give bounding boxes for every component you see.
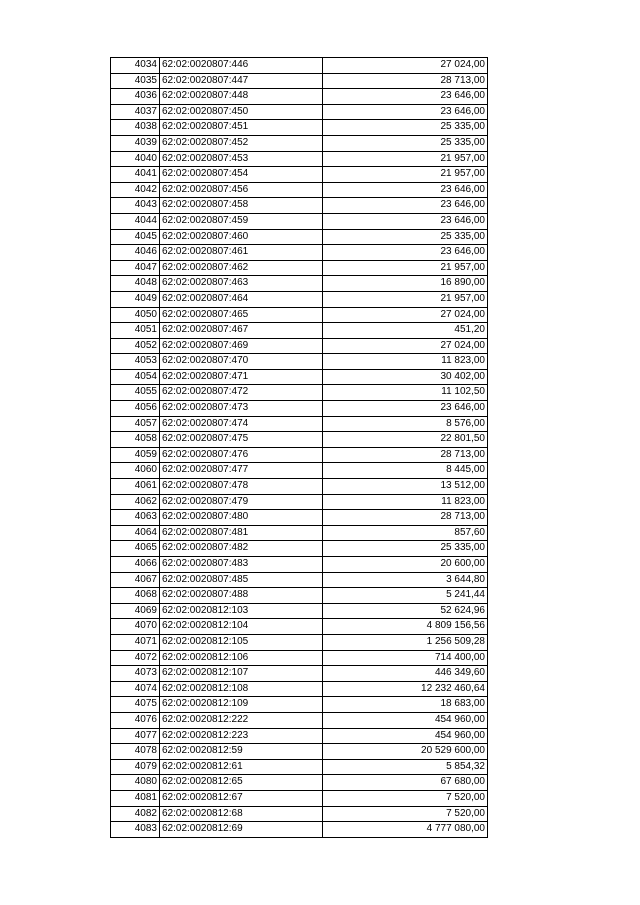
cadastral-number-cell: 62:02:0020812:59 <box>160 744 323 760</box>
cadastral-value-cell: 3 644,80 <box>323 572 488 588</box>
cadastral-number-cell: 62:02:0020812:105 <box>160 634 323 650</box>
cadastral-value-cell: 22 801,50 <box>323 432 488 448</box>
table-row <box>111 557 488 573</box>
row-number-cell: 4044 <box>111 213 160 229</box>
cadastral-number-cell: 62:02:0020807:464 <box>160 291 323 307</box>
cadastral-number-cell: 62:02:0020812:65 <box>160 775 323 791</box>
row-number-cell: 4041 <box>111 167 160 183</box>
row-number-cell: 4059 <box>111 447 160 463</box>
cadastral-value-cell: 21 957,00 <box>323 291 488 307</box>
table-row <box>111 775 488 791</box>
cadastral-value-cell: 4 777 080,00 <box>323 822 488 838</box>
row-number-cell: 4043 <box>111 198 160 214</box>
cadastral-value-cell: 11 102,50 <box>323 385 488 401</box>
row-number-cell: 4082 <box>111 806 160 822</box>
cadastral-number-cell: 62:02:0020807:476 <box>160 447 323 463</box>
table-row <box>111 58 488 74</box>
table-row <box>111 790 488 806</box>
cadastral-number-cell: 62:02:0020807:451 <box>160 120 323 136</box>
cadastral-value-cell: 7 520,00 <box>323 806 488 822</box>
cadastral-number-cell: 62:02:0020812:222 <box>160 712 323 728</box>
cadastral-value-cell: 16 890,00 <box>323 276 488 292</box>
table-row <box>111 806 488 822</box>
table-row <box>111 666 488 682</box>
row-number-cell: 4070 <box>111 619 160 635</box>
table-row <box>111 385 488 401</box>
table-row <box>111 151 488 167</box>
table-row <box>111 213 488 229</box>
cadastral-number-cell: 62:02:0020807:463 <box>160 276 323 292</box>
table-row <box>111 73 488 89</box>
table-row <box>111 369 488 385</box>
cadastral-number-cell: 62:02:0020807:470 <box>160 354 323 370</box>
cadastral-number-cell: 62:02:0020812:67 <box>160 790 323 806</box>
cadastral-value-cell: 451,20 <box>323 323 488 339</box>
row-number-cell: 4077 <box>111 728 160 744</box>
cadastral-number-cell: 62:02:0020807:469 <box>160 338 323 354</box>
row-number-cell: 4065 <box>111 541 160 557</box>
table-row <box>111 822 488 838</box>
table-row <box>111 494 488 510</box>
row-number-cell: 4050 <box>111 307 160 323</box>
table-row <box>111 120 488 136</box>
cadastral-value-cell: 446 349,60 <box>323 666 488 682</box>
table-row <box>111 401 488 417</box>
cadastral-value-cell: 27 024,00 <box>323 307 488 323</box>
cadastral-value-cell: 20 600,00 <box>323 557 488 573</box>
cadastral-number-cell: 62:02:0020807:460 <box>160 229 323 245</box>
cadastral-number-cell: 62:02:0020812:107 <box>160 666 323 682</box>
table-row <box>111 541 488 557</box>
row-number-cell: 4046 <box>111 245 160 261</box>
row-number-cell: 4048 <box>111 276 160 292</box>
row-number-cell: 4052 <box>111 338 160 354</box>
table-row <box>111 338 488 354</box>
cadastral-value-cell: 23 646,00 <box>323 104 488 120</box>
table-row <box>111 634 488 650</box>
row-number-cell: 4071 <box>111 634 160 650</box>
cadastral-value-cell: 25 335,00 <box>323 541 488 557</box>
cadastral-number-cell: 62:02:0020807:456 <box>160 182 323 198</box>
table-row <box>111 135 488 151</box>
row-number-cell: 4075 <box>111 697 160 713</box>
row-number-cell: 4068 <box>111 588 160 604</box>
cadastral-value-cell: 454 960,00 <box>323 728 488 744</box>
table-row <box>111 416 488 432</box>
row-number-cell: 4035 <box>111 73 160 89</box>
table-row <box>111 697 488 713</box>
cadastral-number-cell: 62:02:0020807:459 <box>160 213 323 229</box>
row-number-cell: 4080 <box>111 775 160 791</box>
row-number-cell: 4064 <box>111 525 160 541</box>
row-number-cell: 4056 <box>111 401 160 417</box>
table-row <box>111 260 488 276</box>
table-row <box>111 588 488 604</box>
cadastral-number-cell: 62:02:0020807:477 <box>160 463 323 479</box>
cadastral-value-cell: 8 576,00 <box>323 416 488 432</box>
table-row <box>111 89 488 105</box>
cadastral-value-cell: 13 512,00 <box>323 479 488 495</box>
cadastral-number-cell: 62:02:0020807:448 <box>160 89 323 105</box>
row-number-cell: 4078 <box>111 744 160 760</box>
cadastral-number-cell: 62:02:0020812:104 <box>160 619 323 635</box>
table-row <box>111 229 488 245</box>
cadastral-value-cell: 18 683,00 <box>323 697 488 713</box>
cadastral-number-cell: 62:02:0020812:109 <box>160 697 323 713</box>
cadastral-value-cell: 25 335,00 <box>323 229 488 245</box>
cadastral-value-table-container <box>110 57 488 838</box>
cadastral-number-cell: 62:02:0020807:465 <box>160 307 323 323</box>
row-number-cell: 4062 <box>111 494 160 510</box>
row-number-cell: 4081 <box>111 790 160 806</box>
cadastral-value-cell: 1 256 509,28 <box>323 634 488 650</box>
table-row <box>111 354 488 370</box>
row-number-cell: 4066 <box>111 557 160 573</box>
cadastral-value-cell: 23 646,00 <box>323 245 488 261</box>
row-number-cell: 4060 <box>111 463 160 479</box>
table-row <box>111 712 488 728</box>
cadastral-value-cell: 857,60 <box>323 525 488 541</box>
cadastral-value-cell: 25 335,00 <box>323 120 488 136</box>
cadastral-number-cell: 62:02:0020807:478 <box>160 479 323 495</box>
table-row <box>111 525 488 541</box>
row-number-cell: 4053 <box>111 354 160 370</box>
row-number-cell: 4045 <box>111 229 160 245</box>
cadastral-number-cell: 62:02:0020812:69 <box>160 822 323 838</box>
cadastral-value-cell: 67 680,00 <box>323 775 488 791</box>
cadastral-value-cell: 4 809 156,56 <box>323 619 488 635</box>
row-number-cell: 4074 <box>111 681 160 697</box>
cadastral-number-cell: 62:02:0020807:461 <box>160 245 323 261</box>
cadastral-number-cell: 62:02:0020807:474 <box>160 416 323 432</box>
cadastral-number-cell: 62:02:0020807:479 <box>160 494 323 510</box>
cadastral-value-cell: 21 957,00 <box>323 151 488 167</box>
cadastral-value-cell: 25 335,00 <box>323 135 488 151</box>
cadastral-value-cell: 28 713,00 <box>323 510 488 526</box>
table-body <box>111 58 488 838</box>
table-row <box>111 323 488 339</box>
cadastral-value-cell: 7 520,00 <box>323 790 488 806</box>
table-row <box>111 728 488 744</box>
cadastral-value-table <box>110 57 488 838</box>
cadastral-number-cell: 62:02:0020807:450 <box>160 104 323 120</box>
row-number-cell: 4073 <box>111 666 160 682</box>
cadastral-value-cell: 28 713,00 <box>323 73 488 89</box>
row-number-cell: 4063 <box>111 510 160 526</box>
row-number-cell: 4042 <box>111 182 160 198</box>
table-row <box>111 744 488 760</box>
row-number-cell: 4055 <box>111 385 160 401</box>
table-row <box>111 479 488 495</box>
cadastral-number-cell: 62:02:0020807:473 <box>160 401 323 417</box>
row-number-cell: 4079 <box>111 759 160 775</box>
row-number-cell: 4039 <box>111 135 160 151</box>
cadastral-value-cell: 27 024,00 <box>323 338 488 354</box>
table-row <box>111 681 488 697</box>
cadastral-number-cell: 62:02:0020807:447 <box>160 73 323 89</box>
row-number-cell: 4034 <box>111 58 160 74</box>
table-row <box>111 572 488 588</box>
cadastral-value-cell: 8 445,00 <box>323 463 488 479</box>
cadastral-number-cell: 62:02:0020807:480 <box>160 510 323 526</box>
cadastral-value-cell: 23 646,00 <box>323 182 488 198</box>
cadastral-number-cell: 62:02:0020807:453 <box>160 151 323 167</box>
row-number-cell: 4067 <box>111 572 160 588</box>
cadastral-value-cell: 23 646,00 <box>323 89 488 105</box>
table-row <box>111 307 488 323</box>
cadastral-number-cell: 62:02:0020807:483 <box>160 557 323 573</box>
row-number-cell: 4057 <box>111 416 160 432</box>
table-row <box>111 619 488 635</box>
cadastral-number-cell: 62:02:0020807:482 <box>160 541 323 557</box>
cadastral-number-cell: 62:02:0020812:61 <box>160 759 323 775</box>
cadastral-value-cell: 20 529 600,00 <box>323 744 488 760</box>
row-number-cell: 4036 <box>111 89 160 105</box>
cadastral-value-cell: 30 402,00 <box>323 369 488 385</box>
row-number-cell: 4058 <box>111 432 160 448</box>
cadastral-number-cell: 62:02:0020807:471 <box>160 369 323 385</box>
row-number-cell: 4047 <box>111 260 160 276</box>
table-row <box>111 276 488 292</box>
cadastral-value-cell: 11 823,00 <box>323 354 488 370</box>
cadastral-number-cell: 62:02:0020807:467 <box>160 323 323 339</box>
cadastral-number-cell: 62:02:0020807:481 <box>160 525 323 541</box>
cadastral-number-cell: 62:02:0020807:488 <box>160 588 323 604</box>
cadastral-value-cell: 5 854,32 <box>323 759 488 775</box>
cadastral-number-cell: 62:02:0020812:68 <box>160 806 323 822</box>
row-number-cell: 4054 <box>111 369 160 385</box>
row-number-cell: 4038 <box>111 120 160 136</box>
table-row <box>111 432 488 448</box>
table-row <box>111 463 488 479</box>
cadastral-number-cell: 62:02:0020807:446 <box>160 58 323 74</box>
row-number-cell: 4076 <box>111 712 160 728</box>
table-row <box>111 198 488 214</box>
cadastral-value-cell: 27 024,00 <box>323 58 488 74</box>
cadastral-number-cell: 62:02:0020807:475 <box>160 432 323 448</box>
cadastral-value-cell: 12 232 460,64 <box>323 681 488 697</box>
cadastral-value-cell: 28 713,00 <box>323 447 488 463</box>
cadastral-value-cell: 714 400,00 <box>323 650 488 666</box>
cadastral-number-cell: 62:02:0020807:454 <box>160 167 323 183</box>
cadastral-number-cell: 62:02:0020807:458 <box>160 198 323 214</box>
cadastral-number-cell: 62:02:0020812:103 <box>160 603 323 619</box>
cadastral-number-cell: 62:02:0020812:223 <box>160 728 323 744</box>
row-number-cell: 4061 <box>111 479 160 495</box>
row-number-cell: 4072 <box>111 650 160 666</box>
table-row <box>111 759 488 775</box>
cadastral-number-cell: 62:02:0020812:108 <box>160 681 323 697</box>
table-row <box>111 104 488 120</box>
cadastral-value-cell: 454 960,00 <box>323 712 488 728</box>
cadastral-value-cell: 11 823,00 <box>323 494 488 510</box>
cadastral-number-cell: 62:02:0020807:462 <box>160 260 323 276</box>
table-row <box>111 447 488 463</box>
table-row <box>111 510 488 526</box>
row-number-cell: 4040 <box>111 151 160 167</box>
table-row <box>111 245 488 261</box>
row-number-cell: 4049 <box>111 291 160 307</box>
cadastral-value-cell: 21 957,00 <box>323 167 488 183</box>
cadastral-number-cell: 62:02:0020807:452 <box>160 135 323 151</box>
cadastral-value-cell: 21 957,00 <box>323 260 488 276</box>
table-row <box>111 603 488 619</box>
row-number-cell: 4083 <box>111 822 160 838</box>
cadastral-number-cell: 62:02:0020812:106 <box>160 650 323 666</box>
cadastral-value-cell: 23 646,00 <box>323 401 488 417</box>
cadastral-value-cell: 23 646,00 <box>323 198 488 214</box>
cadastral-value-cell: 23 646,00 <box>323 213 488 229</box>
cadastral-value-cell: 5 241,44 <box>323 588 488 604</box>
row-number-cell: 4051 <box>111 323 160 339</box>
table-row <box>111 182 488 198</box>
row-number-cell: 4069 <box>111 603 160 619</box>
cadastral-value-cell: 52 624,96 <box>323 603 488 619</box>
table-row <box>111 650 488 666</box>
cadastral-number-cell: 62:02:0020807:485 <box>160 572 323 588</box>
cadastral-number-cell: 62:02:0020807:472 <box>160 385 323 401</box>
table-row <box>111 291 488 307</box>
row-number-cell: 4037 <box>111 104 160 120</box>
table-row <box>111 167 488 183</box>
